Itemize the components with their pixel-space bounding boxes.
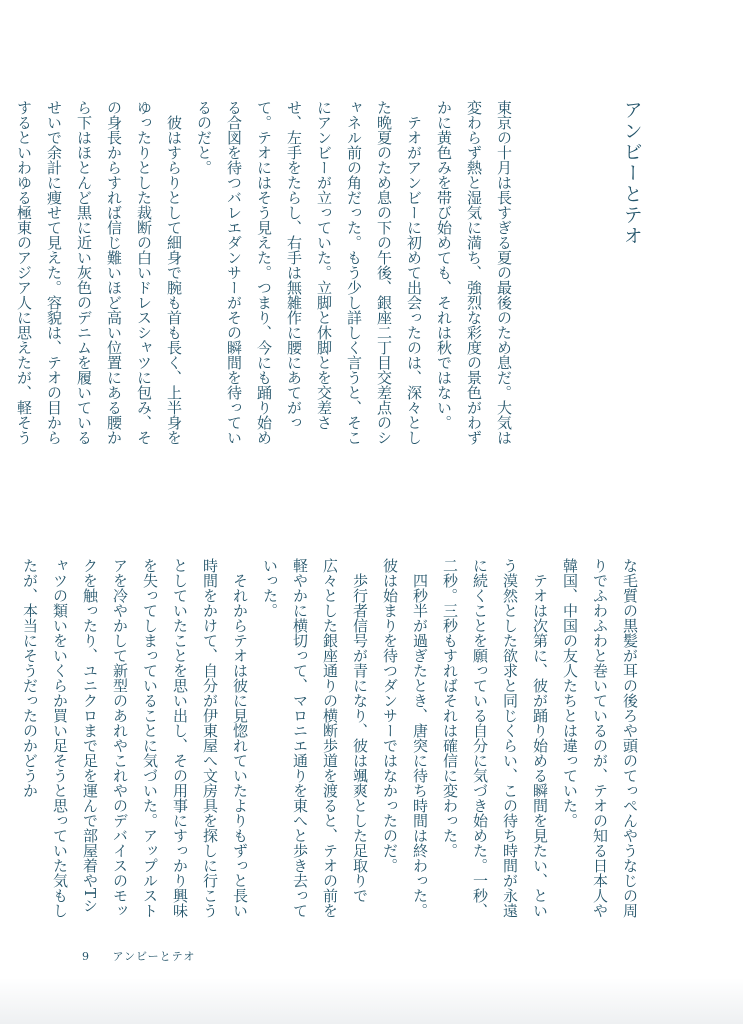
paragraph: 四秒半が過ぎたとき、唐突に待ち時間は終わった。彼は始まりを待つダンサーではなかったのだ。 [381, 558, 429, 918]
paragraph: 彼はすらりとして細身で腕も首も長く、上半身をゆったりとした裁断の白いドレスシャツに包み、その身長からすれば信じ難いほど高い位置にある腰から下はほとんど黒に近い灰色のデニムを履いているせいで余計に痩せて見えた。容貌は、テオの目からするといわゆる極東のアジア人に思えたが、軽そう [15, 100, 183, 445]
paragraph: テオは次第に、彼が踊り始める瞬間を見たい、という漠然とした欲求と同じくらい、この待ち時間が永遠に続くことを願っている自分に気づき始めた。一秒、二秒。三秒もすればそれは確信に変わった。 [441, 558, 549, 918]
paragraph: 東京の十月は長すぎる夏の最後のため息だ。大気は変わらず熱と湿気に満ち、強烈な彩度の景色がわずかに黄色みを帯び始めても、それは秋ではない。 [435, 100, 513, 445]
page-bottom-shade [0, 978, 743, 1024]
page-footer [82, 948, 195, 964]
paragraph: それからテオは彼に見惚れていたよりもずっと長い時間をかけて、自分が伊東屋へ文房具を探しに行こうとしていたことを思い出し、その用事にすっかり興味を失ってしまっていることに気づいた。アップルストアを冷やかして新型のあれやこれやのデバイスのモックを触ったり、ユニクロまで足を運んで部屋着やTシャツの類いをいくらか買い足そうと思っていた気もしたが、本当にそうだったのかどうか [21, 558, 249, 918]
lower-text-block [15, 558, 645, 918]
paragraph: な毛質の黒髪が耳の後ろや頭のてっぺんやうなじの周りでふわふわと巻いているのが、テオの知る日本人や韓国、中国の友人たちとは違っていた。 [561, 558, 639, 918]
paragraph: テオがアンビーに初めて出会ったのは、深々とした晩夏のため息の下の午後、銀座二丁目交差点のシャネル前の角だった。もう少し詳しく言うと、そこにアンビーが立っていた。立脚と休脚とを交差させ、左手をたらし、右手は無雑作に腰にあてがって。テオにはそう見えた。つまり、今にも踊り始める合図を待つバレエダンサーがその瞬間を待っているのだと。 [195, 100, 423, 445]
page-number: 9 [82, 950, 90, 963]
running-title: アンビーとテオ [112, 950, 196, 963]
paragraph: 歩行者信号が青になり、彼は颯爽とした足取りで広々とした銀座通りの横断歩道を渡ると、テオの前を軽やかに横切って、マロニエ通りを東へと歩き去っていった。 [261, 558, 369, 918]
chapter-title: アンビーとテオ [620, 100, 643, 247]
upper-text-block [9, 100, 519, 450]
